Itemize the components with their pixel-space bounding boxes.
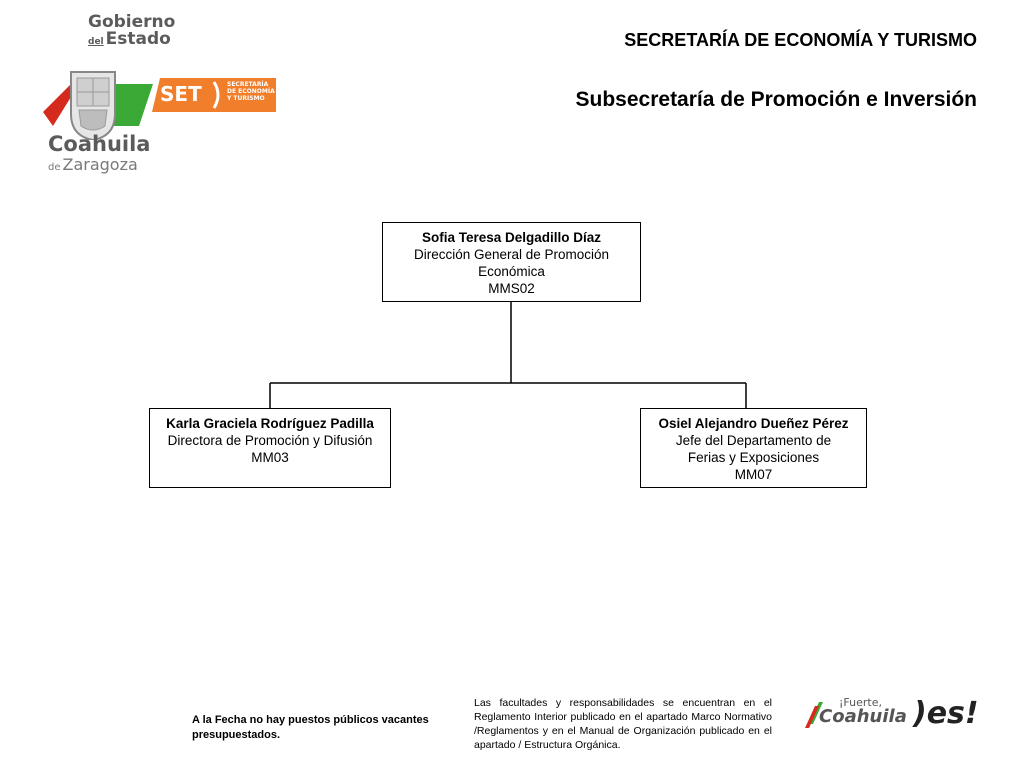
- position-code: MM07: [734, 467, 773, 482]
- estado-text: Estado: [105, 29, 171, 49]
- responsibilities-note: Las facultades y responsabilidades se encuentran en el Reglamento Interior publicado en el apartado Marco Normativo /Reglamentos y en el Manual de Organización publicado en el apartado / Estructura Orgánica.: [474, 697, 772, 751]
- slogan-fuerte: ¡Fuerte,: [839, 696, 882, 709]
- government-logo: [28, 14, 288, 179]
- person-name: Karla Graciela Rodríguez Padilla: [166, 416, 374, 431]
- set-line-3: Y TURISMO: [227, 95, 265, 102]
- gobierno-del-estado-wordmark: [88, 14, 175, 51]
- zaragoza-text: Zaragoza: [62, 155, 138, 174]
- position-title: Económica: [478, 264, 545, 279]
- gobierno-text: Gobierno: [88, 12, 176, 32]
- org-box-ferias-exposiciones: [640, 408, 867, 488]
- org-box-promocion-difusion: [149, 408, 391, 488]
- org-box-director-general: [382, 222, 641, 302]
- set-badge: [152, 78, 276, 112]
- set-text: SET: [160, 82, 202, 106]
- del-text: del: [88, 37, 104, 47]
- fuerte-coahuila-logo: [805, 694, 980, 738]
- position-title: Directora de Promoción y Difusión: [167, 433, 373, 448]
- slogan-es: )es!: [913, 696, 979, 731]
- set-line-2: DE ECONOMÍA: [227, 88, 275, 95]
- position-code: MMS02: [488, 281, 535, 296]
- de-text: de: [48, 162, 61, 173]
- position-title: Ferias y Exposiciones: [687, 450, 820, 465]
- coat-of-arms-icon: [33, 62, 153, 140]
- page-title: SECRETARÍA DE ECONOMÍA Y TURISMO: [624, 30, 977, 50]
- position-title: Jefe del Departamento de: [675, 433, 832, 448]
- position-title: Dirección General de Promoción: [413, 247, 610, 262]
- position-code: MM03: [251, 450, 289, 465]
- vacancy-note: A la Fecha no hay puestos públicos vacantes presupuestados.: [192, 714, 429, 741]
- coahuila-text: Coahuila: [48, 132, 151, 156]
- set-line-1: SECRETARÍA: [227, 81, 269, 88]
- slogan-coahuila: Coahuila: [819, 706, 907, 727]
- page-subtitle: Subsecretaría de Promoción e Inversión: [575, 88, 977, 111]
- person-name: Osiel Alejandro Dueñez Pérez: [658, 416, 849, 431]
- person-name: Sofia Teresa Delgadillo Díaz: [421, 230, 602, 245]
